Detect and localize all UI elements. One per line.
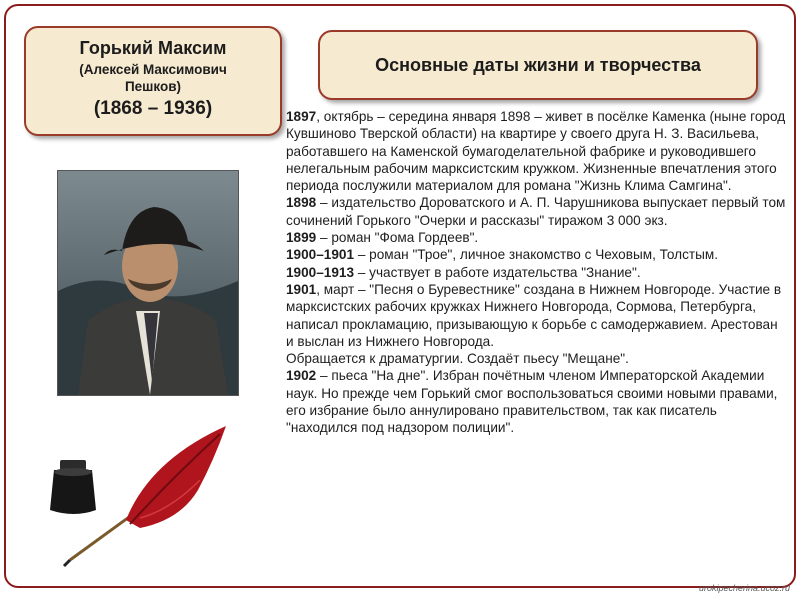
entry-text: – роман "Трое", личное знакомство с Чеховым, Толстым.	[354, 247, 718, 263]
entry-text: – роман "Фома Гордеев".	[316, 230, 479, 246]
source-watermark: urokipecherina.ucoz.ru	[698, 583, 790, 593]
portrait-image	[57, 170, 239, 396]
entry-text: – участвует в работе издательства "Знание".	[354, 264, 641, 280]
portrait-painting	[58, 171, 238, 395]
author-birth-name	[26, 61, 280, 95]
entry-1900-1913	[286, 264, 786, 281]
entry-year: 1898	[286, 195, 317, 211]
entry-year: 1900–1913	[286, 264, 355, 280]
entry-1900-1901	[286, 246, 786, 263]
entry-text: – издательство Дороватского и А. П. Чарушникова выпускает первый том сочинений Горького "Очерки и рассказы" тиражом 3 000 экз.	[286, 195, 786, 228]
author-years: (1868 – 1936)	[93, 98, 213, 119]
entry-year: 1902	[286, 368, 317, 384]
entry-drama	[286, 350, 786, 367]
entry-year: 1897	[286, 109, 317, 124]
entry-1898	[286, 194, 786, 229]
entry-text: , март – "Песня о Буревестнике" создана в Нижнем Новгороде. Участие в марксистских рабочих кружках Нижнего Новгорода, Сормова, Петербурга, написал прокламацию, призывающую к борьбе с самодержавием. Арестован и выслан из Нижнего Новгорода.	[286, 281, 782, 349]
author-name: Горький Максим	[79, 38, 227, 58]
entry-year: 1901	[286, 281, 317, 297]
entry-text: Обращается к драматургии. Создаёт пьесу "Мещане".	[286, 351, 629, 367]
entry-1901	[286, 281, 786, 350]
birth-name-line2: Пешков)	[124, 79, 182, 94]
entry-text: – пьеса "На дне". Избран почётным членом Императорской Академии наук. Но прежде чем Горький смог воспользоваться своими новыми правами, его избрание было аннулировано правительством, так как писатель "находился под надзором полиции".	[286, 368, 778, 436]
entry-1899	[286, 229, 786, 246]
inkwell-quill-icon	[30, 420, 250, 580]
slide-title-panel	[318, 30, 758, 100]
inkwell-quill-drawing	[30, 420, 250, 580]
entry-text: , октябрь – середина января 1898 – живет в посёлке Каменка (ныне город Кувшиново Тверской области) на квартире у своего друга Н. З. Васильева, работавшего на Каменской бумагоделательной фабрике и руководившего нелегальным рабочим марксистским кружком. Жизненные впечатления этого периода послужили материалом для романа "Жизнь Клима Самгина".	[286, 109, 786, 194]
author-name-panel	[24, 26, 282, 136]
entry-1902	[286, 367, 786, 436]
entry-year: 1900–1901	[286, 247, 355, 263]
entry-year: 1899	[286, 230, 317, 246]
slide-title: Основные даты жизни и творчества	[375, 54, 701, 75]
birth-name-line1: (Алексей Максимович	[79, 62, 227, 77]
biography-text	[286, 108, 786, 437]
entry-1897	[286, 108, 786, 194]
